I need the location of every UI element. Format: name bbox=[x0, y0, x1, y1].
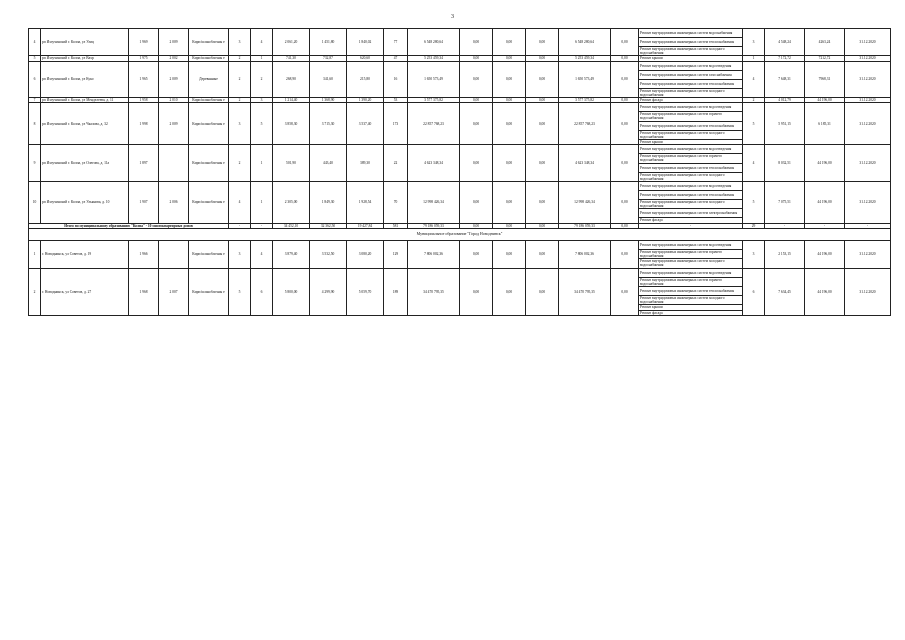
cell-area-other: 3 080,20 bbox=[347, 240, 384, 268]
cell-year-built: 1 968 bbox=[129, 268, 159, 315]
cell-area-total: 1 214,40 bbox=[273, 98, 310, 103]
table-row bbox=[29, 145, 891, 154]
cell-deadline: 31.12.2020 bbox=[845, 268, 891, 315]
cell-area-total: 5 800,00 bbox=[273, 268, 310, 315]
cell-cost-fund: 0,00 bbox=[460, 29, 493, 56]
cell-count-works: 3 bbox=[743, 240, 765, 268]
cell-work-type: Ремонт внутридомовых инженерных систем водоотведения bbox=[639, 61, 743, 70]
cell-cost-other: 0,00 bbox=[611, 56, 639, 61]
total-works: - bbox=[639, 223, 743, 228]
cell-max-cost: 4263,24 bbox=[805, 29, 845, 56]
cell-cost-fund: 0,00 bbox=[460, 103, 493, 145]
cell-cost-other: 0,00 bbox=[611, 182, 639, 224]
cell-work-type: Ремонт внутридомовых инженерных систем горячего водоснабжения bbox=[639, 277, 743, 286]
cell-max-cost: 7968,31 bbox=[805, 61, 845, 97]
cell-area-living: 3 532,50 bbox=[310, 240, 347, 268]
cell-cost-total: 5 253 459,34 bbox=[408, 56, 460, 61]
cell-cost-owners: 6 548 280,64 bbox=[559, 29, 611, 56]
cell-residents: 77 bbox=[384, 29, 408, 56]
page-number: 3 bbox=[451, 14, 454, 20]
cell-n: 2 bbox=[29, 268, 41, 315]
table-row bbox=[29, 182, 891, 191]
cell-floors: 3 bbox=[229, 240, 251, 268]
total-entrances: - bbox=[251, 223, 273, 228]
cell-area-other: 1 928,54 bbox=[347, 182, 384, 224]
cell-material: Кирп/шлакоблочны е bbox=[189, 268, 229, 315]
cell-address: рп Излучинский г. Колпа, ул Чкалова, д. 32 bbox=[41, 103, 129, 145]
cell-entrances: 1 bbox=[251, 182, 273, 224]
cell-floors: 2 bbox=[229, 145, 251, 182]
total-label: Итого по муниципальному образованию "Колпа" - 10 многоквартирных домов bbox=[29, 223, 229, 228]
cell-work-type: Ремонт внутридомовых инженерных систем теплоснабжения bbox=[639, 163, 743, 172]
cell-year-built: 1 897 bbox=[129, 145, 159, 182]
cell-work-type: Ремонт крыши bbox=[639, 140, 743, 145]
cell-cost-fund: 0,00 bbox=[460, 268, 493, 315]
total-cost-total: 79 186 059,33 bbox=[408, 223, 460, 228]
cell-max-cost: 44 196,00 bbox=[805, 182, 845, 224]
cell-year-commission: 2 009 bbox=[159, 103, 189, 145]
cell-deadline: 31.12.2020 bbox=[845, 56, 891, 61]
cell-cost-local: 0,00 bbox=[526, 240, 559, 268]
cell-cost-total: 1 650 573,49 bbox=[408, 61, 460, 97]
cell-area-total: 268,90 bbox=[273, 61, 310, 97]
cell-residents: 22 bbox=[384, 145, 408, 182]
cell-cost-total: 12 998 426,34 bbox=[408, 182, 460, 224]
total-cost-local: 0,00 bbox=[526, 223, 559, 228]
cell-cost-other: 0,00 bbox=[611, 145, 639, 182]
table-row bbox=[29, 29, 891, 38]
cell-address: г. Новоднинск, ул Советов, д. 27 bbox=[41, 268, 129, 315]
cell-year-built: 1 907 bbox=[129, 182, 159, 224]
cell-area-other: 620,60 bbox=[347, 56, 384, 61]
cell-max-cost: 44 196,00 bbox=[805, 240, 845, 268]
cell-cost-budget: 0,00 bbox=[493, 240, 526, 268]
cell-cost-budget: 0,00 bbox=[493, 145, 526, 182]
cell-material: Деревянные bbox=[189, 61, 229, 97]
cell-area-total: 3 858,30 bbox=[273, 103, 310, 145]
cell-unit-cost: 4 012,79 bbox=[765, 98, 805, 103]
cell-unit-cost: 7 648,31 bbox=[765, 61, 805, 97]
cell-entrances: 1 bbox=[251, 145, 273, 182]
cell-floors: 3 bbox=[229, 103, 251, 145]
cell-area-total: 741,30 bbox=[273, 56, 310, 61]
cell-entrances: 5 bbox=[251, 103, 273, 145]
cell-count-works: 4 bbox=[743, 61, 765, 97]
cell-address: рп Излучинский г. Колпа, ул Вахр bbox=[41, 56, 129, 61]
total-area-other: 19 427,84 bbox=[347, 223, 384, 228]
cell-year-commission: 2 010 bbox=[159, 98, 189, 103]
cell-cost-owners: 4 623 348,34 bbox=[559, 145, 611, 182]
cell-cost-owners: 7 806 002,36 bbox=[559, 240, 611, 268]
table-row bbox=[29, 268, 891, 277]
cell-residents: 189 bbox=[384, 268, 408, 315]
cell-work-type: Ремонт внутридомовых инженерных систем водоотведения bbox=[639, 240, 743, 249]
cell-work-type: Ремонт внутридомовых инженерных систем электроснабжения bbox=[639, 209, 743, 218]
repair-register-table bbox=[28, 28, 891, 316]
cell-year-commission: 2 009 bbox=[159, 61, 189, 97]
cell-cost-fund: 0,00 bbox=[460, 182, 493, 224]
cell-address: рп Излучинский г. Колпа, ул Олегова, д. 11а bbox=[41, 145, 129, 182]
cell-area-other: 215,80 bbox=[347, 61, 384, 97]
cell-max-cost: 44 196,00 bbox=[805, 268, 845, 315]
cell-area-total: 2 305,00 bbox=[273, 182, 310, 224]
cell-n: 6 bbox=[29, 61, 41, 97]
cell-cost-budget: 0,00 bbox=[493, 268, 526, 315]
cell-cost-fund: 0,00 bbox=[460, 61, 493, 97]
cell-cost-other: 0,00 bbox=[611, 29, 639, 56]
total-residents: 581 bbox=[384, 223, 408, 228]
cell-residents: 70 bbox=[384, 182, 408, 224]
cell-n: 7 bbox=[29, 98, 41, 103]
cell-cost-budget: 0,00 bbox=[493, 182, 526, 224]
cell-area-other: 1 390,20 bbox=[347, 98, 384, 103]
cell-year-built: 1 975 bbox=[129, 56, 159, 61]
cell-cost-total: 7 806 002,36 bbox=[408, 240, 460, 268]
cell-cost-total: 6 548 280,64 bbox=[408, 29, 460, 56]
cell-cost-owners: 22 857 768,23 bbox=[559, 103, 611, 145]
cell-address: рп Излучинский г. Колпа, ул Ульянова, д. 10 bbox=[41, 182, 129, 224]
cell-entrances: 6 bbox=[251, 268, 273, 315]
cell-area-other: 3 537,40 bbox=[347, 103, 384, 145]
cell-work-type: Ремонт внутридомовых инженерных систем горячего водоснабжения bbox=[639, 112, 743, 121]
cell-work-type: Ремонт внутридомовых инженерных систем теплоснабжения bbox=[639, 191, 743, 200]
cell-area-other: 5 059,70 bbox=[347, 268, 384, 315]
cell-floors: 2 bbox=[229, 56, 251, 61]
cell-unit-cost: 7 075,51 bbox=[765, 182, 805, 224]
cell-year-commission bbox=[159, 145, 189, 182]
cell-work-type: Ремонт внутридомовых инженерных систем холодного водоснабжения bbox=[639, 172, 743, 181]
cell-material: Кирп/шлакоблочны е bbox=[189, 182, 229, 224]
cell-cost-local: 0,00 bbox=[526, 56, 559, 61]
cell-residents: 53 bbox=[384, 98, 408, 103]
cell-residents: 16 bbox=[384, 61, 408, 97]
cell-work-type: Ремонт внутридомовых инженерных систем газоснабжения bbox=[639, 70, 743, 79]
cell-floors: 2 bbox=[229, 61, 251, 97]
cell-cost-owners: 5 253 459,34 bbox=[559, 56, 611, 61]
cell-cost-owners: 12 998 426,34 bbox=[559, 182, 611, 224]
cell-area-other: 1 840,02 bbox=[347, 29, 384, 56]
cell-cost-local: 0,00 bbox=[526, 98, 559, 103]
section-row bbox=[29, 228, 891, 240]
cell-cost-local: 0,00 bbox=[526, 182, 559, 224]
cell-work-type: Ремонт внутридомовых инженерных систем горячего водоснабжения bbox=[639, 154, 743, 163]
cell-material: Кирп/шлакоблочны е bbox=[189, 240, 229, 268]
cell-n: 9 bbox=[29, 145, 41, 182]
cell-floors: 5 bbox=[229, 268, 251, 315]
cell-work-type: Ремонт внутридомовых инженерных систем водоотведения bbox=[639, 103, 743, 112]
total-max-cost: - bbox=[805, 223, 845, 228]
total-unit-cost: - bbox=[765, 223, 805, 228]
cell-cost-budget: 0,00 bbox=[493, 98, 526, 103]
cell-deadline: 31.12.2020 bbox=[845, 61, 891, 97]
cell-n: 1 bbox=[29, 240, 41, 268]
cell-cost-local: 0,00 bbox=[526, 145, 559, 182]
total-cost-budget: 0,00 bbox=[493, 223, 526, 228]
total-cost-owners: 79 186 059,33 bbox=[559, 223, 611, 228]
cell-cost-fund: 0,00 bbox=[460, 56, 493, 61]
total-floors: - bbox=[229, 223, 251, 228]
cell-unit-cost: 5 951,15 bbox=[765, 103, 805, 145]
cell-area-living: 443,40 bbox=[310, 145, 347, 182]
cell-work-type: Ремонт внутридомовых инженерных систем водоотведения bbox=[639, 182, 743, 191]
cell-material: Кирп/шлакоблочны е bbox=[189, 98, 229, 103]
cell-year-built: 1 998 bbox=[129, 103, 159, 145]
cell-deadline: 31.12.2020 bbox=[845, 240, 891, 268]
cell-address: г. Новоднинск, ул Советов, д. 19 bbox=[41, 240, 129, 268]
cell-entrances: 1 bbox=[251, 56, 273, 61]
cell-n: 5 bbox=[29, 56, 41, 61]
cell-area-total: 3 879,40 bbox=[273, 240, 310, 268]
cell-work-type: Ремонт внутридомовых инженерных систем холодного водоснабжения bbox=[639, 47, 743, 56]
cell-entrances: 3 bbox=[251, 98, 273, 103]
cell-count-works: 2 bbox=[743, 98, 765, 103]
cell-address: рп Излучинский г. Колпа, ул Менделеева, д. 11 bbox=[41, 98, 129, 103]
cell-unit-cost: 7 634,45 bbox=[765, 268, 805, 315]
cell-entrances: 4 bbox=[251, 240, 273, 268]
cell-area-living: 1 849,30 bbox=[310, 182, 347, 224]
cell-work-type: Ремонт внутридомовых инженерных систем водоотведения bbox=[639, 145, 743, 154]
cell-material: Кирп/шлакоблочны е bbox=[189, 103, 229, 145]
cell-cost-budget: 0,00 bbox=[493, 103, 526, 145]
cell-cost-budget: 0,00 bbox=[493, 61, 526, 97]
cell-year-built: 1 965 bbox=[129, 61, 159, 97]
cell-year-commission: 2 007 bbox=[159, 268, 189, 315]
cell-cost-owners: 3 577 375,82 bbox=[559, 98, 611, 103]
cell-count-works: 3 bbox=[743, 29, 765, 56]
cell-work-type: Ремонт крыши bbox=[639, 305, 743, 310]
cell-unit-cost: 7 172,72 bbox=[765, 56, 805, 61]
cell-work-type: Ремонт внутридомовых инженерных систем горячего водоснабжения bbox=[639, 249, 743, 258]
cell-deadline: 31.12.2020 bbox=[845, 103, 891, 145]
cell-n: 10 bbox=[29, 182, 41, 224]
cell-work-type: Ремонт внутридомовых инженерных систем холодного водоснабжения bbox=[639, 296, 743, 305]
cell-work-type: Ремонт фасада bbox=[639, 310, 743, 315]
cell-year-commission bbox=[159, 240, 189, 268]
total-cost-other: 0,00 bbox=[611, 223, 639, 228]
cell-work-type: Ремонт внутридомовых инженерных систем холодного водоснабжения bbox=[639, 259, 743, 268]
cell-work-type: Ремонт фасада bbox=[639, 98, 743, 103]
cell-area-living: 341,60 bbox=[310, 61, 347, 97]
cell-work-type: Ремонт внутридомовых инженерных систем водоотведения bbox=[639, 268, 743, 277]
cell-cost-other: 0,00 bbox=[611, 103, 639, 145]
total-deadline: - bbox=[845, 223, 891, 228]
cell-area-living: 3 715,30 bbox=[310, 103, 347, 145]
cell-floors: 2 bbox=[229, 98, 251, 103]
cell-cost-total: 22 857 768,23 bbox=[408, 103, 460, 145]
cell-max-cost: 6 185,31 bbox=[805, 103, 845, 145]
cell-work-type: Ремонт внутридомовых инженерных систем теплоснабжения bbox=[639, 287, 743, 296]
cell-floors: 4 bbox=[229, 182, 251, 224]
cell-unit-cost: 4 548,24 bbox=[765, 29, 805, 56]
table-total bbox=[29, 223, 891, 240]
cell-deadline: 31.12.2020 bbox=[845, 98, 891, 103]
cell-count-works: 6 bbox=[743, 268, 765, 315]
cell-n: 8 bbox=[29, 103, 41, 145]
cell-entrances: 2 bbox=[251, 61, 273, 97]
cell-unit-cost: 2 153,15 bbox=[765, 240, 805, 268]
cell-residents: 129 bbox=[384, 240, 408, 268]
cell-cost-local: 0,00 bbox=[526, 61, 559, 97]
cell-cost-budget: 0,00 bbox=[493, 29, 526, 56]
table-row bbox=[29, 61, 891, 70]
cell-residents: 47 bbox=[384, 56, 408, 61]
cell-floors: 3 bbox=[229, 29, 251, 56]
cell-cost-other: 0,00 bbox=[611, 268, 639, 315]
cell-cost-local: 0,00 bbox=[526, 103, 559, 145]
cell-year-commission: 2 006 bbox=[159, 182, 189, 224]
cell-year-built: 1 966 bbox=[129, 240, 159, 268]
table-body-kolpa bbox=[29, 29, 891, 224]
cell-work-type: Ремонт фасада bbox=[639, 218, 743, 223]
cell-cost-other: 0,00 bbox=[611, 61, 639, 97]
cell-cost-local: 0,00 bbox=[526, 29, 559, 56]
cell-cost-total: 3 577 375,82 bbox=[408, 98, 460, 103]
cell-n: 4 bbox=[29, 29, 41, 56]
cell-material: Кирп/шлакоблочны е bbox=[189, 29, 229, 56]
cell-cost-fund: 0,00 bbox=[460, 240, 493, 268]
cell-area-living: 1 368,90 bbox=[310, 98, 347, 103]
cell-work-type: Ремонт внутридомовых инженерных систем теплоснабжения bbox=[639, 38, 743, 47]
cell-work-type: Ремонт внутридомовых инженерных систем теплоснабжения bbox=[639, 121, 743, 130]
cell-area-total: 2 061,20 bbox=[273, 29, 310, 56]
cell-deadline: 31.12.2020 bbox=[845, 182, 891, 224]
cell-count-works: 1 bbox=[743, 56, 765, 61]
total-cost-fund: 0,00 bbox=[460, 223, 493, 228]
cell-work-type: Ремонт внутридомовых инженерных систем холодного водоснабжения bbox=[639, 130, 743, 139]
cell-address: рп Излучинский г. Колпа, ул Куко bbox=[41, 61, 129, 97]
cell-area-living: 4 299,90 bbox=[310, 268, 347, 315]
cell-max-cost: 44 196,00 bbox=[805, 145, 845, 182]
cell-material: Кирп/шлакоблочны е bbox=[189, 145, 229, 182]
cell-deadline: 31.12.2020 bbox=[845, 29, 891, 56]
cell-cost-local: 0,00 bbox=[526, 268, 559, 315]
cell-year-built: 1 958 bbox=[129, 98, 159, 103]
cell-cost-total: 4 623 348,34 bbox=[408, 145, 460, 182]
cell-material: Кирп/шлакоблочны е bbox=[189, 56, 229, 61]
cell-cost-budget: 0,00 bbox=[493, 56, 526, 61]
table-row bbox=[29, 103, 891, 112]
cell-year-commission: 2 002 bbox=[159, 56, 189, 61]
cell-entrances: 4 bbox=[251, 29, 273, 56]
cell-max-cost: 7212,72 bbox=[805, 56, 845, 61]
cell-count-works: 4 bbox=[743, 145, 765, 182]
cell-work-type: Ремонт внутридомовых инженерных систем теплоснабжения bbox=[639, 79, 743, 88]
cell-unit-cost: 8 032,51 bbox=[765, 145, 805, 182]
cell-count-works: 5 bbox=[743, 103, 765, 145]
total-area-living: 32 362,50 bbox=[310, 223, 347, 228]
cell-deadline: 31.12.2020 bbox=[845, 145, 891, 182]
cell-cost-total: 34 470 795,35 bbox=[408, 268, 460, 315]
table-row bbox=[29, 240, 891, 249]
cell-cost-other: 0,00 bbox=[611, 240, 639, 268]
cell-area-total: 501,90 bbox=[273, 145, 310, 182]
cell-cost-owners: 34 470 795,35 bbox=[559, 268, 611, 315]
cell-work-type: Ремонт крыши bbox=[639, 56, 743, 61]
cell-count-works: 5 bbox=[743, 182, 765, 224]
cell-max-cost: 44 196,00 bbox=[805, 98, 845, 103]
cell-cost-other: 0,00 bbox=[611, 98, 639, 103]
total-count-works: 29 bbox=[743, 223, 765, 228]
cell-address: рп Излучинский г. Колпа, ул Улиц bbox=[41, 29, 129, 56]
cell-year-commission: 2 009 bbox=[159, 29, 189, 56]
table-body-novodninsk bbox=[29, 240, 891, 315]
section-title: Муниципальное образование "Город Новоднинск" bbox=[29, 228, 891, 240]
cell-area-other: 389,30 bbox=[347, 145, 384, 182]
cell-work-type: Ремонт внутридомовых инженерных систем холодного водоснабжения bbox=[639, 200, 743, 209]
cell-cost-owners: 1 650 573,49 bbox=[559, 61, 611, 97]
cell-work-type: Ремонт внутридомовых инженерных систем водоснабжения bbox=[639, 29, 743, 38]
cell-area-living: 1 451,80 bbox=[310, 29, 347, 56]
cell-cost-fund: 0,00 bbox=[460, 98, 493, 103]
cell-year-built: 1 969 bbox=[129, 29, 159, 56]
cell-cost-fund: 0,00 bbox=[460, 145, 493, 182]
total-area-total: 34 452,10 bbox=[273, 223, 310, 228]
cell-work-type: Ремонт внутридомовых инженерных систем холодного водоснабжения bbox=[639, 88, 743, 97]
cell-residents: 173 bbox=[384, 103, 408, 145]
cell-area-living: 732,87 bbox=[310, 56, 347, 61]
